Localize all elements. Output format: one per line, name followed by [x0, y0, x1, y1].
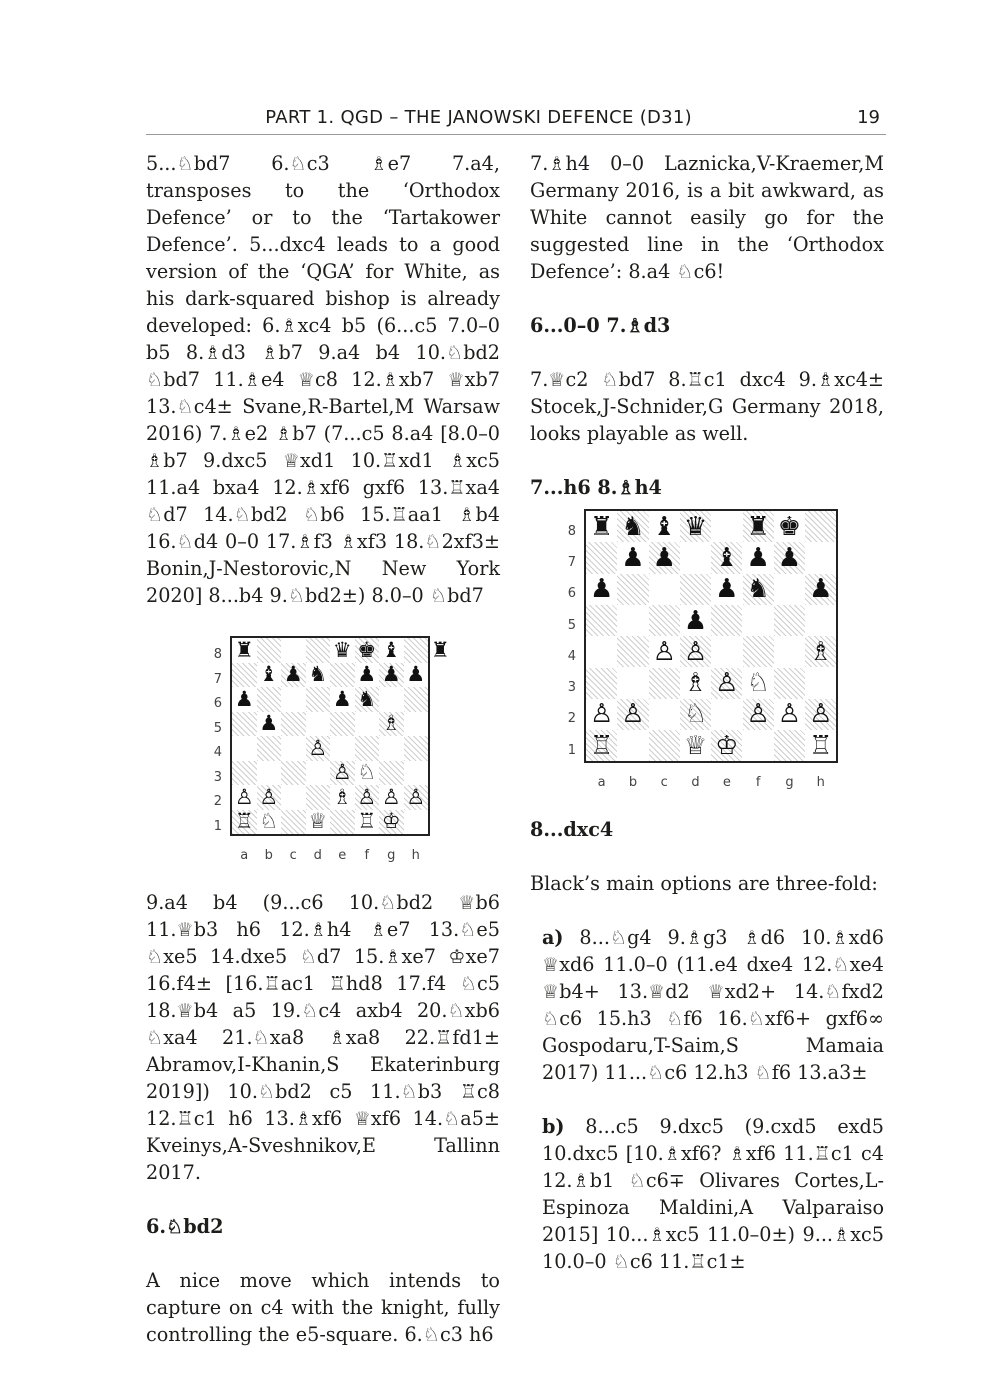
rank-label: 8: [567, 523, 576, 539]
chess-piece: ♝: [381, 637, 401, 662]
file-label: f: [364, 848, 370, 863]
board-square: [649, 574, 680, 605]
board-square: [774, 636, 805, 667]
board-square: [306, 761, 331, 786]
chess-piece: ♖: [357, 809, 377, 834]
board-square: [586, 668, 617, 699]
board-square: [306, 638, 331, 663]
board-square: [711, 636, 742, 667]
board-square: [649, 730, 680, 761]
board-square: [404, 712, 429, 737]
rank-label: 3: [567, 680, 576, 696]
board-square: [281, 736, 306, 761]
board-square: [649, 699, 680, 730]
board-square: [330, 663, 355, 688]
chess-piece: ♙: [332, 760, 352, 785]
chess-piece: ♝: [715, 542, 739, 573]
chess-board: [584, 509, 838, 763]
right-column: [530, 150, 884, 1302]
running-title: PART 1. QGD – THE JANOWSKI DEFENCE (D31): [265, 107, 692, 128]
chess-piece: ♟: [283, 662, 303, 687]
board-square: [743, 636, 774, 667]
board-square: [306, 712, 331, 737]
chess-piece: ♞: [308, 662, 328, 687]
chess-piece: ♙: [589, 699, 614, 730]
file-label: h: [411, 848, 420, 863]
option-b-text: 8...c5 9.dxc5 (9.cxd5 exd5 10.dxc5 [10.♗xf6? ♗xf6 11.♖c1 c4 12.♗b1 ♘c6∓ Olivares Cortes,L-Espinoza Maldini,A Valparaiso 2015] 10...♗xc5 11.0–0±) 9...♗xc5 10.0–0 ♘c6 11.♖c1±: [542, 1115, 884, 1274]
file-label: c: [660, 775, 668, 791]
board-square: [805, 511, 836, 542]
board-square: [281, 712, 306, 737]
chess-piece: ♘: [357, 760, 377, 785]
board-square: [649, 668, 680, 699]
chess-piece: ♙: [406, 784, 426, 809]
chess-piece: ♜: [234, 637, 254, 662]
board-square: [680, 542, 711, 573]
chess-piece: ♟: [381, 662, 401, 687]
file-label: g: [387, 848, 396, 863]
left-paragraph-3: A nice move which intends to capture on c4 with the knight, fully controlling the e5-square. 6.♘c3 h6: [146, 1269, 500, 1346]
file-label: a: [597, 775, 606, 791]
chess-piece: ♟: [357, 662, 377, 687]
diagram-2: [530, 509, 884, 789]
right-paragraph-1: 7.♗h4 0–0 Laznicka,V-Kraemer,M Germany 2016, is a bit awkward, as White cannot easily go for the suggested line in the ‘Orthodox Defence’: 8.a4 ♘c6!: [530, 152, 884, 283]
chess-piece: ♘: [746, 668, 770, 699]
chess-piece: ♞: [357, 686, 377, 711]
rank-label: 4: [213, 745, 222, 761]
board-square: [232, 712, 257, 737]
file-label: e: [722, 775, 731, 791]
board-square: [404, 736, 429, 761]
chess-piece: ♙: [746, 699, 770, 730]
board-square: [281, 761, 306, 786]
rank-label: 6: [567, 586, 576, 602]
board-square: [743, 605, 774, 636]
board-square: [257, 736, 282, 761]
right-paragraph-2: 7.♕c2 ♘bd7 8.♖c1 dxc4 9.♗xc4± Stocek,J-Schnider,G Germany 2018, looks playable as well.: [530, 368, 884, 445]
rank-label: 7: [213, 671, 222, 687]
chess-piece: ♟: [683, 605, 708, 636]
chess-piece: ♙: [715, 668, 739, 699]
chess-piece: ♛: [683, 511, 708, 542]
board-square: [379, 687, 404, 712]
board-square: [232, 736, 257, 761]
chess-piece: ♞: [746, 574, 770, 605]
board-square: [805, 542, 836, 573]
file-label: h: [816, 775, 825, 791]
board-square: [805, 605, 836, 636]
board-square: [774, 605, 805, 636]
chess-piece: ♝: [652, 511, 676, 542]
board-square: [257, 761, 282, 786]
file-label: e: [338, 848, 347, 863]
chess-piece: ♗: [683, 668, 708, 699]
chess-piece: ♜: [746, 511, 770, 542]
board-square: [355, 712, 380, 737]
left-column: [146, 150, 500, 1375]
board-square: [774, 574, 805, 605]
board-square: [774, 730, 805, 761]
chess-piece: ♕: [308, 809, 328, 834]
option-b-label: b): [542, 1115, 565, 1139]
rank-label: 8: [213, 647, 222, 663]
board-square: [404, 687, 429, 712]
left-paragraph-2: 9.a4 b4 (9...c6 10.♘bd2 ♕b6 11.♕b3 h6 12.♗h4 ♗e7 13.♘e5 ♘xe5 14.dxe5 ♘d7 15.♗xe7 ♔xe7 16.f4± [16.♖ac1 ♖hd8 17.f4 ♘c5 18.♕b4 a5 19.♘c4 axb4 20.♘xb6 ♘xa4 21.♘xa8 ♗xa8 22.♖fd1± Abramov,I-Khanin,S Ekaterinburg 2019]) 10.♘bd2 c5 11.♘b3 ♖c8 12.♖c1 h6 13.♗xf6 ♕xf6 14.♘a5± Kveinys,A-Sveshnikov,E Tallinn 2017.: [146, 891, 500, 1184]
rank-label: 6: [213, 696, 222, 712]
board-square: [617, 668, 648, 699]
chess-piece: ♙: [621, 699, 645, 730]
chess-piece: ♝: [259, 662, 279, 687]
rank-label: 5: [213, 720, 222, 736]
board-square: [586, 542, 617, 573]
file-label: f: [755, 775, 761, 791]
chess-piece: ♙: [809, 699, 833, 730]
board-square: [257, 687, 282, 712]
board-square: [711, 511, 742, 542]
board-square: [281, 687, 306, 712]
chess-piece: ♗: [809, 636, 833, 667]
rank-label: 1: [567, 742, 576, 758]
diagram-1: [146, 636, 500, 862]
chess-piece: ♔: [381, 809, 401, 834]
board-square: [281, 785, 306, 810]
board-square: [617, 574, 648, 605]
board-square: [257, 638, 282, 663]
board-square: [281, 810, 306, 835]
file-label: b: [628, 775, 638, 791]
rank-label: 4: [567, 648, 576, 664]
chess-piece: ♜: [589, 511, 614, 542]
chess-piece: ♙: [308, 735, 328, 760]
chess-piece: ♟: [652, 542, 676, 573]
file-label: g: [785, 775, 794, 791]
chess-piece: ♟: [621, 542, 645, 573]
board-square: [711, 605, 742, 636]
file-label: a: [240, 848, 249, 863]
page-number: 19: [857, 107, 880, 128]
board-square: [404, 810, 429, 835]
chess-piece: ♟: [746, 542, 770, 573]
heading-6-nbd2: 6.♘bd2: [146, 1215, 224, 1238]
board-square: [281, 638, 306, 663]
board-square: [330, 712, 355, 737]
chess-piece: ♙: [652, 636, 676, 667]
chess-piece: ♙: [683, 636, 708, 667]
chess-board: [230, 636, 450, 836]
chess-piece: ♕: [683, 730, 708, 761]
rank-label: 1: [213, 818, 222, 834]
chess-piece: ♙: [381, 784, 401, 809]
chess-piece: ♟: [234, 686, 254, 711]
chess-piece: ♖: [809, 730, 833, 761]
board-square: [306, 785, 331, 810]
board-square: [379, 761, 404, 786]
rank-label: 2: [213, 794, 222, 810]
board-square: [355, 736, 380, 761]
board-square: [649, 605, 680, 636]
board-square: [330, 736, 355, 761]
file-label: c: [289, 848, 297, 863]
chess-piece: ♟: [809, 574, 833, 605]
chess-piece: ♖: [234, 809, 254, 834]
board-square: [404, 761, 429, 786]
chess-piece: ♔: [715, 730, 739, 761]
board-square: [680, 574, 711, 605]
chess-piece: ♛: [332, 637, 352, 662]
chess-piece: ♘: [259, 809, 279, 834]
chess-piece: ♗: [332, 784, 352, 809]
chess-piece: ♚: [777, 511, 802, 542]
chess-piece: ♖: [589, 730, 614, 761]
heading-6-oo-7-bd3: 6...0–0 7.♗d3: [530, 314, 671, 337]
chess-piece: ♙: [234, 784, 254, 809]
rank-label: 7: [567, 554, 576, 570]
chess-piece: ♙: [777, 699, 802, 730]
option-a-label: a): [542, 926, 564, 950]
board-square: [805, 668, 836, 699]
chess-piece: ♙: [259, 784, 279, 809]
chess-piece: ♚: [357, 637, 377, 662]
chess-piece: ♗: [381, 711, 401, 736]
chess-piece: ♟: [589, 574, 614, 605]
board-square: [711, 699, 742, 730]
board-square: [232, 663, 257, 688]
file-label: d: [313, 848, 322, 863]
board-square: [586, 605, 617, 636]
chess-piece: ♜: [430, 637, 450, 662]
chess-piece: ♟: [406, 662, 426, 687]
chess-piece: ♟: [715, 574, 739, 605]
chess-piece: ♟: [332, 686, 352, 711]
board-square: [379, 736, 404, 761]
running-header: [146, 104, 886, 135]
board-square: [586, 636, 617, 667]
board-square: [617, 730, 648, 761]
right-paragraph-3: Black’s main options are three-fold:: [530, 872, 878, 896]
option-b: [530, 1113, 884, 1275]
board-square: [306, 687, 331, 712]
board-square: [330, 810, 355, 835]
rank-label: 5: [567, 617, 576, 633]
rank-label: 2: [567, 711, 576, 727]
board-square: [617, 605, 648, 636]
rank-label: 3: [213, 769, 222, 785]
board-square: [404, 638, 429, 663]
chess-piece: ♙: [357, 784, 377, 809]
heading-7-h6-8-bh4: 7...h6 8.♗h4: [530, 476, 662, 499]
board-square: [232, 761, 257, 786]
board-square: [743, 730, 774, 761]
chess-piece: ♞: [621, 511, 645, 542]
board-square: [774, 668, 805, 699]
chess-piece: ♟: [259, 711, 279, 736]
option-a: [530, 924, 884, 1086]
chess-piece: ♘: [683, 699, 708, 730]
board-square: [617, 636, 648, 667]
left-paragraph-1: 5...♘bd7 6.♘c3 ♗e7 7.a4, transposes to the ‘Orthodox Defence’ or to the ‘Tartakower Defence’. 5...dxc4 leads to a good version of the ‘QGA’ for White, as his dark-squared bishop is already developed: 6.♗xc4 b5 (6...c5 7.0–0 b5 8.♗d3 ♗b7 9.a4 b4 10.♘bd2 ♘bd7 11.♗e4 ♕c8 12.♗xb7 ♕xb7 13.♘c4± Svane,R-Bartel,M Warsaw 2016) 7.♗e2 ♗b7 (7...c5 8.a4 [8.0–0 ♗b7 9.dxc5 ♕xd1 10.♖xd1 ♗xc5 11.a4 bxa4 12.♗xf6 gxf6 13.♖xa4 ♘d7 14.♘bd2 ♘b6 15.♖aa1 ♗b4 16.♘d4 0–0 17.♗f3 ♗xf3 18.♘2xf3± Bonin,J-Nestorovic,N New York 2020] 8...b4 9.♘bd2±) 8.0–0 ♘bd7: [146, 152, 500, 607]
chess-piece: ♟: [777, 542, 802, 573]
file-label: b: [264, 848, 273, 863]
heading-8-dxc4: 8...dxc4: [530, 818, 614, 842]
file-label: d: [691, 775, 700, 791]
option-a-text: 8...♘g4 9.♗g3 ♗d6 10.♗xd6 ♕xd6 11.0–0 (11.e4 dxe4 12.♘xe4 ♕b4+ 13.♕d2 ♕xd2+ 14.♘fxd2 ♘c6 15.h3 ♘f6 16.♘xf6+ gxf6∞ Gospodaru,T-Saim,S Mamaia 2017) 11...♘c6 12.h3 ♘f6 13.a3±: [542, 926, 884, 1085]
